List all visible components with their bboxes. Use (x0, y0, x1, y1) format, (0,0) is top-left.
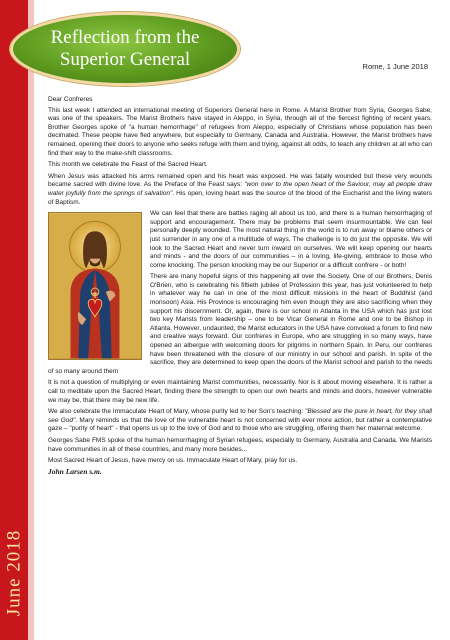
signature: John Larsen s.m. (48, 466, 102, 476)
letter-body (48, 96, 432, 476)
paragraph-7-text-b: . Mary reminds us that the love of the vulnerable heart is not concerned with ever more action, but rather a contemplative gaze – "purity of heart" - that opens us up to the love of God and to those who are struggling, offering them her maternal welcome. (48, 416, 432, 433)
sidebar-date (1, 516, 27, 630)
paragraph-3-text-b: . His open, loving heart was the source of the blood of the Eucharist and the living waters of Baptism. (48, 189, 432, 206)
paragraph-4: We can feel that there are battles raging all about us too, and there is a human hemorrhaging of support and encouragement. There may be problems that seem insurmountable. We can feel personally deeply wounded. The most natural thing in the world is to run away or blame others or just surrender in any one of a multitude of ways. The challenge is to do just the opposite. We will look to the Sacred Heart and never turn inward on ourselves. We will keep opening our hearts and minds - and the doors of our communities – in a loving, life-giving, embrace to those who come knocking. The person knocking may be our Superior or a difficult confrere - or both! (150, 210, 432, 269)
paragraph-7-text-a: We also celebrate the Immaculate Heart of Mary, whose purity led to her Son's teaching: (48, 408, 306, 416)
salutation: Dear Confreres (48, 96, 93, 103)
paragraph-7 (48, 408, 432, 434)
title-line-1: Reflection from the (50, 27, 200, 48)
preface-quote: "won over to the open heart of the Saviour, may all people draw water joyfully from the springs of salvation" (48, 181, 432, 197)
sacred-heart-painting (49, 213, 141, 359)
beatitude-quote: "Blessed are the pure in heart, for they shall see God" (48, 408, 432, 424)
title-line-2: Superior General (59, 49, 191, 70)
paragraph-9: Most Sacred Heart of Jesus, have mercy on us. Immaculate Heart of Mary, pray for us. (48, 457, 298, 465)
dateline: Rome, 1 June 2018 (362, 62, 428, 71)
sidebar-band-light (28, 0, 34, 640)
paragraph-2: This month we celebrate the Feast of the Sacred Heart. (48, 161, 208, 169)
sidebar-date-text: June 2018 (3, 529, 25, 617)
title-banner (10, 12, 240, 86)
paragraph-1: This last week I attended an international meeting of Superiors General here in Rome. A Marist Brother from Syria, Georges Sabe, was one of the speakers. The Marist Brothers have stayed in Aleppo, in Syria, through all of the fiercest fighting of recent years. Brother Georges spoke of "a human hemorrhage" of refugees from Aleppo, especially of Christians whose population has been decimated. These people have fled anywhere, but especially to Germany, Canada and Australia. However, the Marist brothers have remained, opening their doors to anyone who seeks refuge with them and trying, against all odds, to teach any children at all who can find their way to the make-shift classrooms. (48, 106, 432, 157)
paragraph-5: There are many hopeful signs of this happening all over the Society. One of our Brothers, Denis O'Brien, who is celebrating his fiftieth jubilee of Profession this year, has just volunteered to help in whatever way he can in one of the most difficult missions in the heart of Buddhist (and monsoon) Asia. His Province is encouraging him even though they are also sacrificing when they support his discernment. Or, again, there is our school in Atlanta in the USA which has just lost two key Marists from leadership – one to be Vicar General in Rome and one to be Bishop in Atlanta. However, undaunted, the Marist educators in the USA have convoked a forum to find new and creative ways forward. Our confreres in Europe, who are struggling in so many ways, have opened an albergue with welcoming doors for pilgrims in northern Spain. In Peru, our confreres have been threatened with the closure of our ministry in our school and parish. In spite of the sacrifice, they are determined to keep open the doors of the Marist school and parish to the needs of so many around them (48, 273, 432, 375)
sacred-heart-icon (48, 212, 142, 360)
paragraph-3-text-a: When Jesus was attacked his arms remained open and his heart was exposed. He was fatally wounded but these very wounds became sacred with divine love. As the Preface of the Feast says: (48, 172, 432, 189)
paragraph-6: It is not a question of multiplying or even maintaining Marist communities, necessarily. Nor is it about moving elsewhere. It is rather a call to meditate upon the Sacred Heart, finding there the strength to open our own hearts and minds and doors, however vulnerable we may be, that there may be new life. (48, 379, 432, 404)
paragraph-8: Georges Sabe FMS spoke of the human hemorrhaging of Syrian refugees, especially to Germany, Australia and Canada. We Marists have communities in all of these countries, and many more besides... (48, 436, 432, 453)
image-text-block (48, 210, 432, 376)
paragraph-3 (48, 173, 432, 207)
